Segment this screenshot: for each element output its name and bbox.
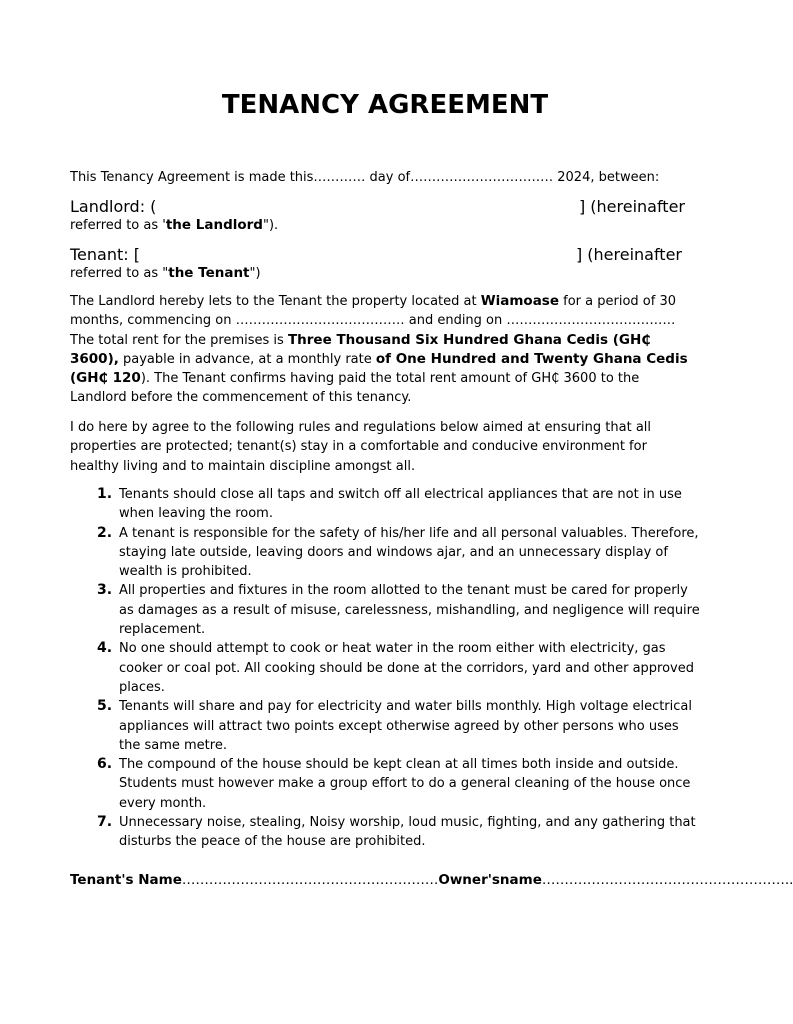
owner-name-blank: ……………………………………………….. xyxy=(541,872,793,888)
landlord-clause xyxy=(70,197,685,236)
document-title: TENANCY AGREEMENT xyxy=(221,90,549,120)
landlord-reference: referred to as 'the Landlord"). xyxy=(70,217,279,234)
rule-item: 2. A tenant is responsible for the safety of his/her life and all personal valuables. Therefore, staying late outside, leaving doors and windows ajar, and an unnecessary display of wealth is prohibited. xyxy=(97,524,699,580)
agreement-paragraph: I do here by agree to the following rules and regulations below aimed at ensuring that all properties are protected; tenant(s) stay in a comfortable and conducive environment for healthy living and to maintain discipline amongst all. xyxy=(70,420,652,474)
rule-item: 3. All properties and fixtures in the room allotted to the tenant must be cared for properly as damages as a result of misuse, carelessness, mishandling, and negligence will require replacement. xyxy=(97,582,700,638)
rules-list xyxy=(70,485,700,852)
intro-line: This Tenancy Agreement is made this………… day of…………………………… 2024, between: xyxy=(70,170,660,185)
tenant-clause xyxy=(70,245,682,284)
property-location: Wiamoase xyxy=(480,293,559,309)
monthly-rent: of One Hundred and Twenty Ghana Cedis (GH₵ 120 xyxy=(70,350,688,387)
signature-line xyxy=(70,870,793,890)
owner-name-label: Owner'sname xyxy=(438,872,542,888)
rule-item: 4. No one should attempt to cook or heat water in the room either with electricity, gas cooker or coal pot. All cooking should be done at the corridors, yard and other approved places. xyxy=(97,640,694,695)
rule-item: 5. Tenants will share and pay for electricity and water bills monthly. High voltage electrical appliances will attract two points except otherwise agreed by other persons who uses the same metre. xyxy=(97,698,692,753)
tenant-name-blank: ………………………………………………… xyxy=(181,872,439,888)
tenant-reference: referred to as "the Tenant") xyxy=(70,265,261,282)
total-rent: Three Thousand Six Hundred Ghana Cedis (GH₵ 3600), xyxy=(70,331,651,367)
landlord-label: Landlord: ( xyxy=(70,197,157,216)
rule-item: 7. Unnecessary noise, stealing, Noisy worship, loud music, fighting, and any gathering that disturbs the peace of the house are prohibited. xyxy=(97,814,696,850)
lease-terms-paragraph: The Landlord hereby lets to the Tenant the property located at Wiamoase for a period of 30 months, commencing on ………………………………… and ending on ………………………………… The total rent for the premises is Three Thousand Six Hundred Ghana Cedis (GH₵ 3600), payable in advance, at a monthly rate of One Hundred and Twenty Ghana Cedis (GH₵ 120). The Tenant confirms having paid the total rent amount of GH₵ 3600 to the Landlord before the commencement of this tenancy. xyxy=(70,293,688,406)
landlord-term: the Landlord xyxy=(165,217,263,234)
rule-item: 6. The compound of the house should be kept clean at all times both inside and outside. Students must however make a group effort to do a general cleaning of the house once every month. xyxy=(97,756,691,811)
tenant-name-label: Tenant's Name xyxy=(70,872,182,888)
tenant-term: the Tenant xyxy=(168,265,250,282)
tenant-hereinafter: ] (hereinafter xyxy=(575,245,682,264)
tenant-label: Tenant: [ xyxy=(70,245,140,264)
landlord-hereinafter: ] (hereinafter xyxy=(578,197,685,216)
rule-item: 1. Tenants should close all taps and switch off all electrical appliances that are not in use when leaving the room. xyxy=(97,486,682,522)
